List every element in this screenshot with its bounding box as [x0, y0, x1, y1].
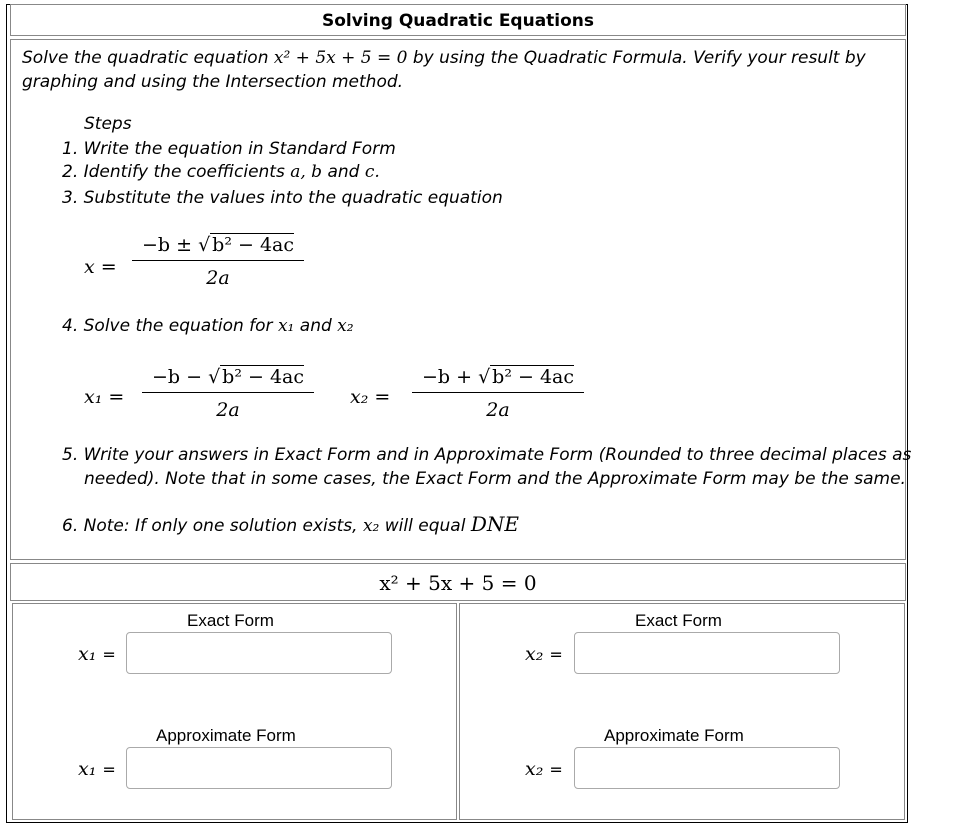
- formula-x-radicand: b² − 4ac: [212, 234, 295, 256]
- x1-exact-var-name: x₁: [78, 643, 97, 665]
- x1-exact-input[interactable]: [126, 632, 392, 674]
- step-4-text: 4. Solve the equation for: [62, 316, 273, 336]
- step-4: [62, 314, 354, 338]
- formula-x1-denominator: 2a: [216, 399, 240, 421]
- x2-approx-var-name: x₂: [525, 758, 544, 780]
- step-6-mid: will equal: [384, 516, 466, 536]
- x2-approx-input[interactable]: [574, 747, 840, 789]
- page-title: Solving Quadratic Equations: [10, 4, 906, 36]
- problem-prefix: Solve the quadratic equation: [22, 48, 269, 68]
- formula-x-numerator: −b ± √ b² − 4ac: [132, 234, 304, 261]
- problem-equation: x² + 5x + 5 = 0: [273, 48, 408, 68]
- step-4-x2: x₂: [337, 316, 354, 336]
- formula-x2-numerator: −b + √ b² − 4ac: [412, 366, 584, 393]
- x2-exact-var: [525, 643, 563, 665]
- x2-exact-var-name: x₂: [525, 643, 544, 665]
- x1-approx-eq: =: [102, 760, 116, 779]
- x1-exact-var: [78, 643, 116, 665]
- x1-approx-var-name: x₁: [78, 758, 97, 780]
- x1-approx-label: Approximate Form: [156, 726, 296, 745]
- formula-x-denominator: 2a: [206, 267, 230, 289]
- formula-x2-num-pre: −b +: [421, 366, 479, 388]
- step-6-x2: x₂: [362, 516, 380, 536]
- step-2-text: 2. Identify the coefficients: [62, 162, 285, 182]
- formula-x1-radicand: b² − 4ac: [222, 366, 305, 388]
- x2-exact-input[interactable]: [574, 632, 840, 674]
- step-2-and: and: [327, 162, 360, 182]
- problem-suffix: by using the Quadratic Formula. Verify your result by graphing and using the Intersection method.: [22, 48, 866, 92]
- x1-approx-var: [78, 758, 116, 780]
- formula-x1-num-pre: −b −: [151, 366, 209, 388]
- steps-heading: Steps: [84, 114, 132, 134]
- equation-bar: x² + 5x + 5 = 0: [10, 563, 906, 601]
- x2-approx-eq: =: [549, 760, 563, 779]
- x1-approx-input[interactable]: [126, 747, 392, 789]
- step-4-and: and: [299, 316, 332, 336]
- step-1: 1. Write the equation in Standard Form: [62, 139, 396, 159]
- step-6: [62, 512, 519, 538]
- formula-x2-lhs: x₂ =: [350, 386, 391, 408]
- formula-x: [132, 234, 304, 289]
- step-2-c: c.: [364, 162, 380, 182]
- x2-exact-label: Exact Form: [635, 611, 722, 630]
- formula-x-lhs: x =: [84, 256, 117, 278]
- formula-x-num-pre: −b ±: [141, 234, 199, 256]
- step-6-dne: DNE: [470, 512, 519, 536]
- formula-x2-denominator: 2a: [486, 399, 510, 421]
- step-2-vars: a, b: [290, 162, 323, 182]
- x1-exact-label: Exact Form: [187, 611, 274, 630]
- step-2: [62, 160, 380, 184]
- x2-approx-label: Approximate Form: [604, 726, 744, 745]
- step-5: 5. Write your answers in Exact Form and in Approximate Form (Rounded to three decimal places as needed). Note that in some cases, the Exact Form and the Approximate Form may be the same.: [62, 445, 912, 489]
- formula-x1-numerator: −b − √ b² − 4ac: [142, 366, 314, 393]
- formula-x2-radicand: b² − 4ac: [492, 366, 575, 388]
- step-3: 3. Substitute the values into the quadratic equation: [62, 188, 503, 208]
- formula-x1-lhs: x₁ =: [84, 386, 125, 408]
- problem-statement: [22, 46, 900, 94]
- formula-x1: [142, 366, 314, 421]
- x2-approx-var: [525, 758, 563, 780]
- step-4-x1: x₁: [277, 316, 295, 336]
- formula-x2: [412, 366, 584, 421]
- step-6-text: 6. Note: If only one solution exists,: [62, 516, 358, 536]
- x1-exact-eq: =: [102, 645, 116, 664]
- x2-exact-eq: =: [549, 645, 563, 664]
